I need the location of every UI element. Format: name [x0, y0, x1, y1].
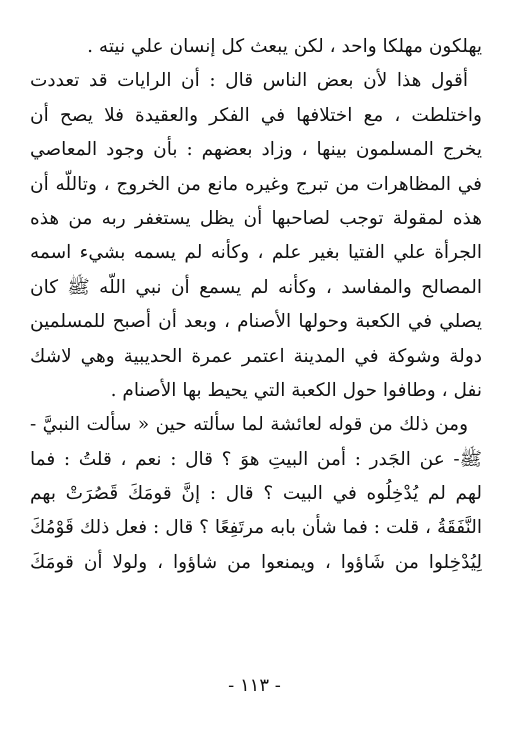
text-line: ومن ذلك من قوله لعائشة لما سألته حين « سألت النبيَّ - — [30, 414, 468, 436]
text-line: الجرأة علي الفتيا بغير علم ، وكأنه لم يسمه بشيء اسمه — [30, 242, 482, 264]
text-line: ﷺ- عن الجَدر : أمن البيتِ هوَ ؟ قال : نعم ، قلتُ : فما — [30, 448, 482, 470]
text-line: أقول هذا لأن بعض الناس قال : أن الرايات قد تعددت — [30, 70, 468, 92]
text-line: لهم لم يُدْخِلُوه في البيت ؟ قال : إنَّ قومَكَ قَصُرَتْ بهم — [30, 483, 482, 505]
text-line: يخرج المسلمون بينها ، وزاد بعضهم : بأن وجود المعاصي — [30, 139, 482, 161]
text-line: النَّفَقَةُ ، قلت : فما شأن بابه مرتَفِعًا ؟ قال : فعل ذلك قَوْمُكَ — [30, 517, 482, 539]
text-line: يهلكون مهلكا واحد ، لكن يبعث كل إنسان علي نيته . — [87, 36, 482, 57]
page-number: - ١١٣ - — [228, 675, 281, 696]
text-line: دولة وشوكة في المدينة اعتمر عمرة الحديبية وهي لاشك — [30, 345, 482, 367]
text-line: واختلطت ، مع اختلافها في الفكر والعقيدة فلا يصح أن — [30, 104, 482, 126]
text-line: لِيُدْخِلوا من شَاؤوا ، ويمنعوا من شاؤوا ، ولولا أن قومَكَ — [30, 551, 482, 573]
text-line: يصلي في الكعبة وحولها الأصنام ، وبعد أن أصبح للمسلمين — [30, 311, 482, 333]
text-line: في المظاهرات من تبرج وغيره مانع من الخروج ، وتاللّه أن — [30, 173, 482, 195]
text-line: هذه لمقولة توجب لصاحبها أن يظل يستغفر ربه من هذه — [30, 207, 482, 229]
body-text — [30, 30, 482, 580]
text-line: نفل ، وطافوا حول الكعبة التي يحيط بها الأصنام . — [110, 379, 482, 401]
text-line: المصالح والمفاسد ، وكأنه لم يسمع أن نبي اللّه ﷺ كان — [30, 276, 482, 298]
